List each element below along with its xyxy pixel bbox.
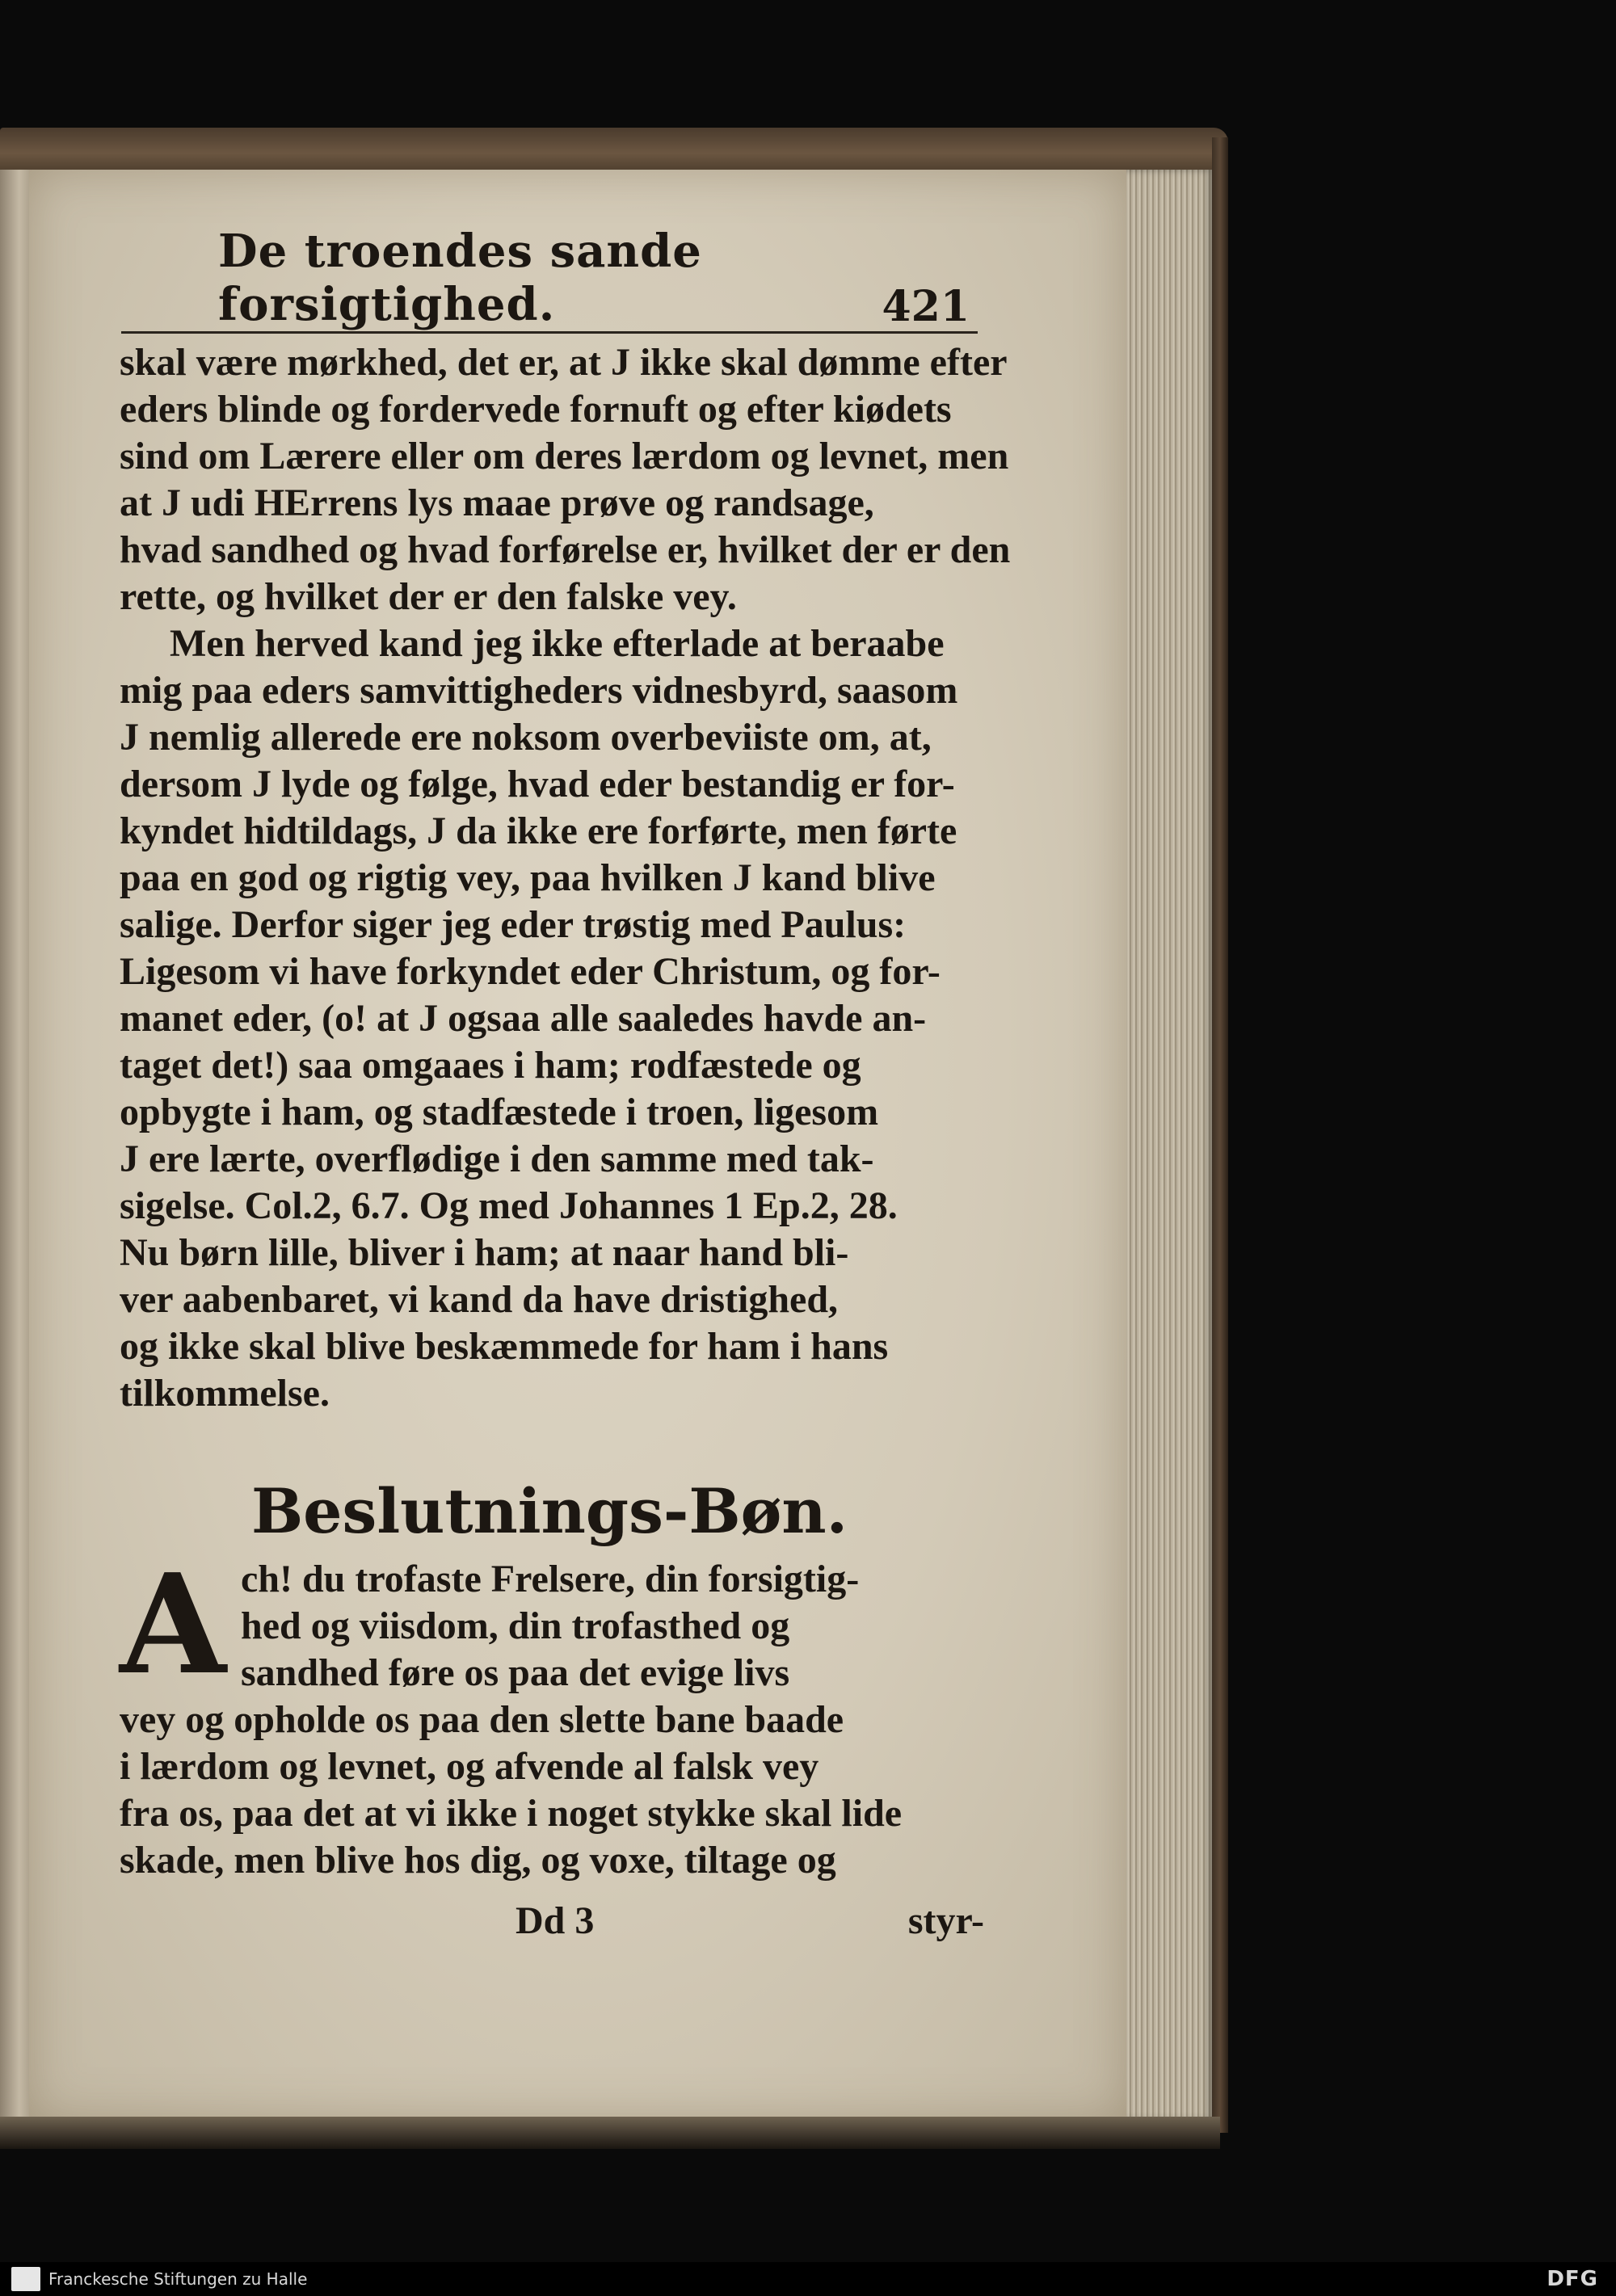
text-line: sandhed føre os paa det evige livs (241, 1651, 790, 1694)
text-line: sigelse. Col.2, 6.7. Og med Johannes 1 Ep.2, 28. (120, 1184, 898, 1227)
text-line: hvad sandhed og hvad forførelse er, hvilket der er den (120, 528, 1011, 571)
text-line: ch! du trofaste Frelsere, din forsigtig- (241, 1558, 860, 1600)
text-line: J ere lærte, overflødige i den samme med tak- (120, 1137, 874, 1180)
catchword: styr- (907, 1899, 984, 1942)
running-head-title: De troendes sande forsigtighed. (218, 225, 702, 331)
text-line: mig paa eders samvittigheders vidnesbyrd, saasom (120, 669, 958, 712)
text-line: i lærdom og levnet, og afvende al falsk vey (120, 1745, 819, 1788)
institution-name: Franckesche Stiftungen zu Halle (48, 2269, 308, 2289)
signature-mark: Dd 3 (516, 1899, 595, 1942)
footer-bar (0, 2262, 1616, 2296)
text-line: kyndet hidtildags, J da ikke ere forførte, men førte (120, 809, 957, 852)
text-line: at J udi HErrens lys maae prøve og randsage, (120, 481, 874, 524)
text-line: Men herved kand jeg ikke efterlade at beraabe (170, 622, 945, 665)
text-line: Nu børn lille, bliver i ham; at naar hand bli- (120, 1231, 849, 1274)
text-line: salige. Derfor siger jeg eder trøstig med Paulus: (120, 903, 907, 946)
page-number: 421 (882, 282, 970, 331)
text-line: skal være mørkhed, det er, at J ikke skal dømme efter (120, 341, 1008, 384)
text-line: hed og viisdom, din trofasthed og (241, 1604, 790, 1647)
institution-logo-icon (11, 2267, 40, 2291)
text-line: opbygte i ham, og stadfæstede i troen, ligesom (120, 1091, 879, 1133)
running-head (121, 225, 978, 334)
text-line: ver aabenbaret, vi kand da have dristighed, (120, 1278, 839, 1321)
drop-cap-initial: A (120, 1544, 226, 1705)
text-line: sind om Lærere eller om deres lærdom og levnet, men (120, 435, 1009, 477)
text-line: manet eder, (o! at J ogsaa alle saaledes havde an- (120, 997, 927, 1040)
text-line: og ikke skal blive beskæmmede for ham i hans (120, 1325, 889, 1368)
text-line: skade, men blive hos dig, og voxe, tiltage og (120, 1839, 836, 1882)
text-line: rette, og hvilket der er den falske vey. (120, 575, 737, 618)
prayer-text (120, 1544, 984, 1884)
text-line: tilkommelse. (120, 1372, 330, 1415)
section-heading: Beslutnings-Bøn. (250, 1475, 848, 1547)
book-cover-edge (1212, 137, 1228, 2133)
text-line: Ligesom vi have forkyndet eder Christum, og for- (120, 950, 941, 993)
funder-logo: DFG (1547, 2267, 1598, 2291)
catchline (120, 1899, 984, 1947)
page-edges (1126, 170, 1215, 2121)
facing-page-edge (0, 170, 32, 2125)
page-bottom-shadow (0, 2117, 1220, 2149)
text-line: paa en god og rigtig vey, paa hvilken J kand blive (120, 856, 936, 899)
text-line: dersom J lyde og følge, hvad eder bestandig er for- (120, 763, 955, 805)
text-line: J nemlig allerede ere noksom overbeviiste om, at, (120, 716, 932, 759)
text-line: fra os, paa det at vi ikke i noget stykke skal lide (120, 1792, 903, 1835)
text-line: taget det!) saa omgaaes i ham; rodfæstede og (120, 1044, 861, 1087)
body-text (120, 339, 1011, 1417)
text-line: vey og opholde os paa den slette bane baade (120, 1698, 844, 1741)
text-line: eders blinde og fordervede fornuft og efter kiødets (120, 388, 952, 431)
